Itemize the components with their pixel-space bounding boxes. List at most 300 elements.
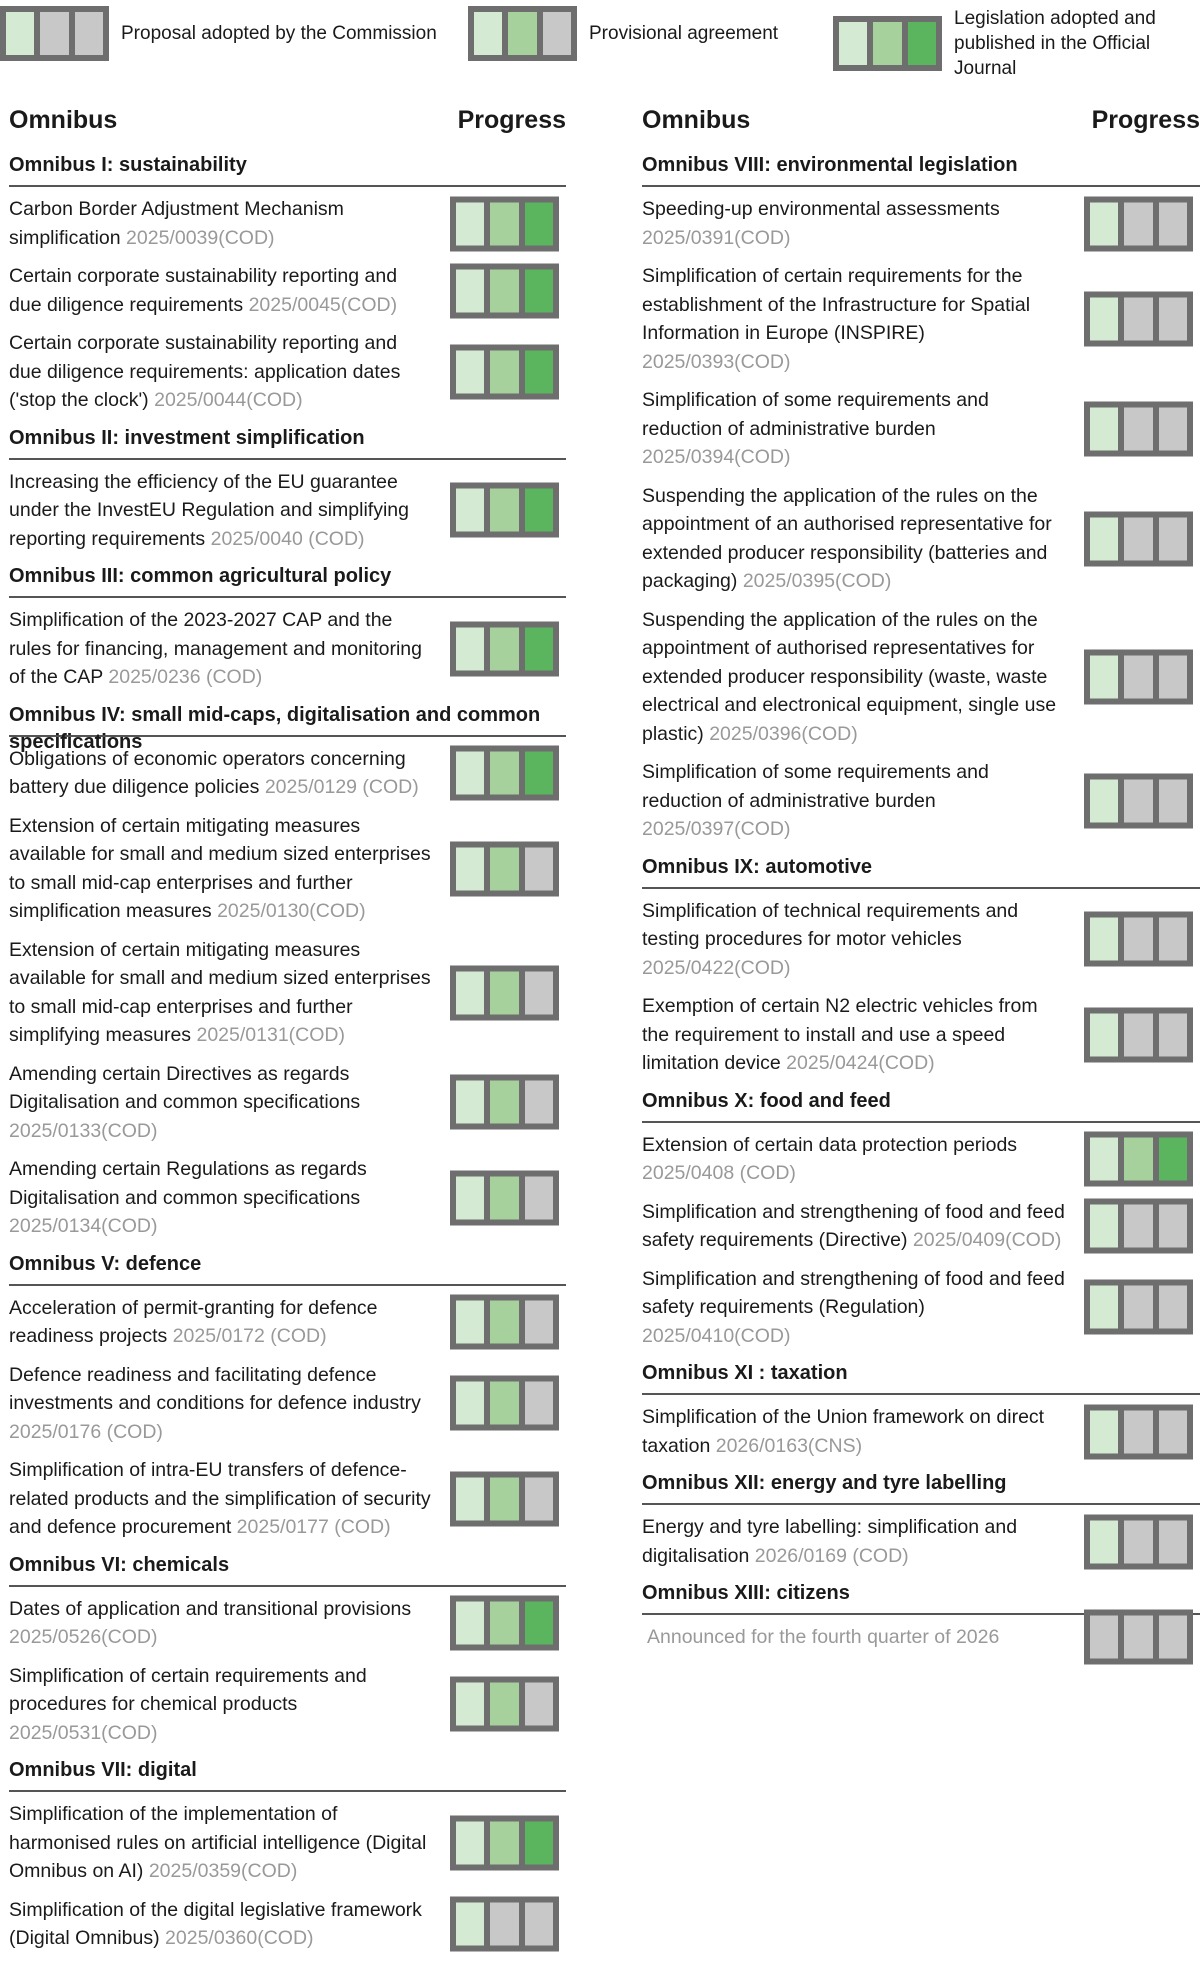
gauge-cell	[456, 1081, 484, 1124]
item-text	[642, 386, 1067, 472]
gauge-cell	[1124, 1205, 1152, 1248]
gauge-cell	[490, 1602, 518, 1645]
gauge-cell	[525, 1683, 553, 1726]
section-title: Omnibus IV: small mid-caps, digitalisation and common specifications	[9, 702, 566, 737]
procedure-reference: 2025/0410(COD)	[642, 1324, 791, 1347]
omnibus-item	[642, 606, 1200, 749]
procedure-reference: 2025/0408 (COD)	[642, 1162, 796, 1184]
gauge-cell	[525, 269, 553, 312]
gauge-cell	[456, 627, 484, 670]
progress-gauge	[1084, 773, 1193, 828]
gauge-cell	[1159, 1286, 1187, 1329]
gauge-cell	[490, 1477, 518, 1520]
procedure-reference: 2025/0409(COD)	[912, 1229, 1062, 1251]
item-title: Simplification of certain requirements for the establishment of the Infrastructure for Spatial Information in Europe (INSPIRE)	[642, 265, 1031, 344]
progress-gauge	[450, 841, 559, 896]
legend-item-proposal	[0, 6, 437, 61]
gauge-cell	[1124, 779, 1152, 822]
omnibus-item	[642, 992, 1200, 1078]
item-text	[9, 1595, 434, 1652]
legend-label-adopted: Legislation adopted and published in the Official Journal	[954, 8, 1156, 79]
gauge-cell	[525, 489, 553, 532]
item-title: Simplification and strengthening of food and feed safety requirements (Directive)	[642, 1200, 1065, 1251]
legend-gauge-provisional	[468, 6, 577, 61]
progress-gauge	[450, 1897, 559, 1952]
column-header	[642, 96, 1200, 152]
progress-cell	[1084, 912, 1193, 967]
gauge-cell	[1159, 779, 1187, 822]
progress-cell	[450, 1376, 559, 1431]
item-title: Simplification of the 2023-2027 CAP and the rules for financing, management and monitoring of the CAP	[9, 609, 422, 688]
gauge-cell	[490, 1176, 518, 1219]
progress-cell	[450, 1897, 559, 1952]
progress-cell	[1084, 1514, 1193, 1569]
item-title: Extension of certain mitigating measures available for small and medium sized enterprises to small mid-cap enterprises and further simplifying measures	[9, 938, 431, 1046]
gauge-cell	[456, 1301, 484, 1344]
omnibus-item	[9, 468, 566, 554]
procedure-reference: 2025/0531(COD)	[9, 1721, 158, 1744]
progress-gauge	[450, 621, 559, 676]
gauge-cell	[1124, 407, 1152, 450]
item-title: Simplification of certain requirements and procedures for chemical products	[9, 1664, 367, 1715]
omnibus-item	[642, 262, 1200, 376]
progress-cell	[450, 263, 559, 318]
procedure-reference: 2025/0039(COD)	[126, 226, 275, 249]
item-text	[642, 606, 1067, 749]
gauge-cell	[525, 1602, 553, 1645]
omnibus-item	[9, 1896, 566, 1953]
item-text	[9, 812, 434, 926]
omnibus-item	[642, 1265, 1200, 1351]
omnibus-item	[642, 897, 1200, 983]
omnibus-item	[9, 812, 566, 926]
gauge-cell	[490, 1382, 518, 1425]
gauge-cell	[456, 1821, 484, 1864]
gauge-cell	[1090, 407, 1118, 450]
procedure-reference: 2025/0396(COD)	[709, 722, 858, 745]
procedure-reference: 2025/0133(COD)	[9, 1119, 158, 1142]
item-text	[9, 195, 434, 252]
gauge-cell	[490, 1081, 518, 1124]
item-title: Announced for the fourth quarter of 2026	[647, 1626, 1000, 1648]
omnibus-header: Omnibus	[9, 106, 118, 134]
item-title: Suspending the application of the rules on the appointment of authorised representatives for extended producer responsibility (waste, waste electrical and electronical equipment, single use plastic)	[642, 608, 1057, 745]
gauge-cell	[873, 22, 901, 65]
gauge-cell	[525, 1301, 553, 1344]
progress-cell	[1084, 1280, 1193, 1335]
legend-gauge-proposal	[0, 6, 109, 61]
gauge-cell	[1090, 1205, 1118, 1248]
progress-gauge	[450, 196, 559, 251]
gauge-cell	[456, 971, 484, 1014]
item-title: Amending certain Directives as regards Digitalisation and common specifications	[9, 1062, 361, 1113]
progress-cell	[1084, 773, 1193, 828]
item-text	[9, 329, 434, 415]
gauge-cell	[456, 1602, 484, 1645]
gauge-cell	[490, 971, 518, 1014]
item-title: Exemption of certain N2 electric vehicles from the requirement to install and use a speed limitation device	[642, 995, 1038, 1074]
left-sections	[9, 152, 566, 1953]
item-title: Carbon Border Adjustment Mechanism simplification	[9, 198, 344, 249]
omnibus-item	[642, 758, 1200, 844]
item-title: Extension of certain mitigating measures available for small and medium sized enterprises to small mid-cap enterprises and further simplification measures	[9, 814, 431, 922]
item-title: Simplification of the digital legislative framework (Digital Omnibus)	[9, 1898, 422, 1949]
progress-cell	[1084, 1132, 1193, 1187]
gauge-cell	[1090, 779, 1118, 822]
progress-gauge	[1084, 401, 1193, 456]
omnibus-item	[9, 1060, 566, 1146]
gauge-cell	[525, 1382, 553, 1425]
item-title: Dates of application and transitional provisions	[9, 1597, 412, 1620]
item-text	[642, 1513, 1067, 1570]
omnibus-item	[9, 1800, 566, 1886]
procedure-reference: 2025/0130(COD)	[217, 900, 366, 922]
gauge-cell	[490, 1903, 518, 1946]
progress-cell	[1084, 511, 1193, 566]
progress-gauge	[1084, 1132, 1193, 1187]
progress-gauge	[450, 1170, 559, 1225]
gauge-cell	[1159, 202, 1187, 245]
legend	[0, 0, 1200, 79]
progress-gauge	[1084, 1007, 1193, 1062]
progress-cell	[450, 1677, 559, 1732]
item-text	[642, 482, 1067, 596]
progress-gauge	[1084, 196, 1193, 251]
legend-label-proposal: Proposal adopted by the Commission	[121, 23, 437, 44]
gauge-cell	[908, 22, 936, 65]
gauge-cell	[490, 752, 518, 795]
gauge-cell	[490, 847, 518, 890]
procedure-reference: 2026/0169 (COD)	[754, 1544, 909, 1567]
progress-cell	[1084, 1610, 1193, 1665]
item-text	[642, 758, 1067, 844]
gauge-cell	[1124, 1520, 1152, 1563]
omnibus-item	[9, 1662, 566, 1748]
progress-gauge	[450, 1075, 559, 1130]
item-title: Amending certain Regulations as regards Digitalisation and common specifications	[9, 1158, 367, 1209]
omnibus-item	[9, 745, 566, 802]
section-title: Omnibus XII: energy and tyre labelling	[642, 1470, 1200, 1505]
procedure-reference: 2025/0424(COD)	[786, 1052, 935, 1074]
item-text	[9, 262, 434, 319]
item-title: Energy and tyre labelling: simplification and digitalisation	[642, 1516, 1018, 1567]
gauge-cell	[543, 12, 571, 55]
gauge-cell	[1124, 1286, 1152, 1329]
gauge-cell	[839, 22, 867, 65]
item-title: Speeding-up environmental assessments	[642, 198, 1000, 220]
section-title: Omnibus X: food and feed	[642, 1088, 1200, 1123]
gauge-cell	[525, 752, 553, 795]
progress-cell	[450, 1075, 559, 1130]
omnibus-item	[642, 482, 1200, 596]
gauge-cell	[1159, 1205, 1187, 1248]
omnibus-item	[642, 386, 1200, 472]
progress-gauge	[1084, 292, 1193, 347]
item-title: Simplification and strengthening of food and feed safety requirements (Regulation)	[642, 1267, 1065, 1318]
item-title: Simplification of some requirements and reduction of administrative burden	[642, 389, 989, 440]
progress-cell	[450, 621, 559, 676]
progress-header: Progress	[1091, 106, 1200, 134]
omnibus-item	[642, 1513, 1200, 1570]
procedure-reference: 2025/0359(COD)	[148, 1860, 298, 1882]
item-title: Obligations of economic operators concerning battery due diligence policies	[9, 747, 406, 798]
gauge-cell	[525, 847, 553, 890]
gauge-cell	[525, 202, 553, 245]
gauge-cell	[1090, 655, 1118, 698]
item-text	[642, 992, 1067, 1078]
legend-item-provisional	[468, 6, 778, 61]
legend-item-adopted	[833, 6, 1200, 81]
procedure-reference: 2025/0044(COD)	[154, 389, 303, 411]
item-text	[642, 1623, 1072, 1652]
omnibus-item	[9, 262, 566, 319]
gauge-cell	[490, 1301, 518, 1344]
procedure-reference: 2025/0395(COD)	[742, 570, 892, 592]
progress-header: Progress	[457, 106, 566, 134]
omnibus-item	[9, 1155, 566, 1241]
item-text	[9, 1456, 434, 1542]
item-title: Certain corporate sustainability reporting and due diligence requirements: application dates ('stop the clock')	[9, 332, 401, 411]
gauge-cell	[456, 202, 484, 245]
section-title: Omnibus XIII: citizens	[642, 1580, 1200, 1615]
gauge-cell	[456, 1477, 484, 1520]
gauge-cell	[490, 269, 518, 312]
procedure-reference: 2025/0040 (COD)	[210, 527, 365, 550]
section-title: Omnibus VI: chemicals	[9, 1552, 566, 1587]
gauge-cell	[1124, 1138, 1152, 1181]
gauge-cell	[1159, 1138, 1187, 1181]
gauge-cell	[1124, 655, 1152, 698]
progress-gauge	[450, 263, 559, 318]
progress-gauge	[1084, 1199, 1193, 1254]
gauge-cell	[1124, 202, 1152, 245]
item-title: Simplification of the implementation of harmonised rules on artificial intelligence (Digital Omnibus on AI)	[9, 1803, 427, 1882]
gauge-cell	[1090, 517, 1118, 560]
section-title: Omnibus XI : taxation	[642, 1360, 1200, 1395]
item-title: Defence readiness and facilitating defence investments and conditions for defence industry	[9, 1363, 421, 1414]
item-text	[9, 468, 434, 554]
gauge-cell	[490, 1683, 518, 1726]
progress-gauge	[1084, 511, 1193, 566]
gauge-cell	[456, 1903, 484, 1946]
gauge-cell	[456, 350, 484, 393]
procedure-reference: 2025/0045(COD)	[248, 293, 398, 316]
item-text	[642, 1265, 1067, 1351]
section-title: Omnibus VII: digital	[9, 1757, 566, 1792]
omnibus-item	[9, 936, 566, 1050]
omnibus-item	[642, 1198, 1200, 1255]
gauge-cell	[525, 627, 553, 670]
procedure-reference: 2025/0360(COD)	[165, 1927, 314, 1949]
progress-cell	[450, 1471, 559, 1526]
item-text	[9, 1294, 434, 1351]
gauge-cell	[525, 1081, 553, 1124]
item-text	[9, 1896, 434, 1953]
progress-gauge	[450, 1677, 559, 1732]
section-title: Omnibus VIII: environmental legislation	[642, 152, 1200, 187]
progress-cell	[450, 196, 559, 251]
item-text	[9, 936, 434, 1050]
gauge-cell	[1159, 517, 1187, 560]
item-title: Acceleration of permit-granting for defence readiness projects	[9, 1296, 378, 1347]
section-title: Omnibus I: sustainability	[9, 152, 566, 187]
gauge-cell	[474, 12, 502, 55]
item-text	[9, 606, 434, 692]
item-text	[9, 1361, 434, 1447]
gauge-cell	[1090, 202, 1118, 245]
left-column	[9, 96, 566, 1963]
item-title: Simplification of some requirements and reduction of administrative burden	[642, 761, 989, 812]
gauge-cell	[1090, 1410, 1118, 1453]
item-text	[9, 1800, 434, 1886]
progress-cell	[450, 746, 559, 801]
omnibus-item	[9, 1294, 566, 1351]
progress-cell	[450, 1170, 559, 1225]
procedure-reference: 2025/0134(COD)	[9, 1215, 158, 1237]
progress-cell	[450, 841, 559, 896]
item-title: Simplification of technical requirements and testing procedures for motor vehicles	[642, 899, 1019, 950]
gauge-cell	[525, 1477, 553, 1520]
procedure-reference: 2025/0397(COD)	[642, 818, 791, 840]
procedure-reference: 2025/0393(COD)	[642, 350, 791, 373]
gauge-cell	[1090, 1013, 1118, 1056]
gauge-cell	[508, 12, 536, 55]
procedure-reference: 2025/0129 (COD)	[264, 776, 419, 798]
gauge-cell	[456, 1176, 484, 1219]
item-text	[642, 1403, 1067, 1460]
gauge-cell	[525, 1903, 553, 1946]
omnibus-item	[642, 1623, 1200, 1652]
omnibus-item	[642, 1403, 1200, 1460]
omnibus-item	[642, 195, 1200, 252]
gauge-cell	[1090, 918, 1118, 961]
progress-gauge	[1084, 1610, 1193, 1665]
gauge-cell	[525, 1176, 553, 1219]
omnibus-item	[9, 329, 566, 415]
item-text	[9, 745, 434, 802]
gauge-cell	[1124, 298, 1152, 341]
progress-gauge	[450, 483, 559, 538]
gauge-cell	[1159, 298, 1187, 341]
progress-gauge	[1084, 912, 1193, 967]
gauge-cell	[1124, 918, 1152, 961]
omnibus-item	[9, 1595, 566, 1652]
section-title: Omnibus V: defence	[9, 1251, 566, 1286]
gauge-cell	[456, 489, 484, 532]
omnibus-item	[9, 606, 566, 692]
gauge-cell	[1124, 1410, 1152, 1453]
procedure-reference: 2026/0163(CNS)	[715, 1434, 863, 1457]
gauge-cell	[1124, 1616, 1152, 1659]
item-text	[9, 1662, 434, 1748]
section-title: Omnibus IX: automotive	[642, 854, 1200, 889]
progress-gauge	[450, 965, 559, 1020]
item-text	[642, 1198, 1067, 1255]
gauge-cell	[490, 1821, 518, 1864]
item-title: Simplification of the Union framework on direct taxation	[642, 1406, 1045, 1457]
gauge-cell	[490, 350, 518, 393]
gauge-cell	[525, 1821, 553, 1864]
gauge-cell	[75, 12, 103, 55]
progress-cell	[1084, 1007, 1193, 1062]
gauge-cell	[1159, 407, 1187, 450]
omnibus-header: Omnibus	[642, 106, 751, 134]
omnibus-item	[9, 195, 566, 252]
omnibus-item	[9, 1361, 566, 1447]
column-header	[9, 96, 566, 152]
right-column	[642, 96, 1200, 1662]
gauge-cell	[1159, 655, 1187, 698]
progress-cell	[1084, 401, 1193, 456]
progress-gauge	[450, 1376, 559, 1431]
progress-gauge	[450, 344, 559, 399]
gauge-cell	[490, 489, 518, 532]
procedure-reference: 2025/0176 (COD)	[9, 1420, 163, 1443]
section-title: Omnibus III: common agricultural policy	[9, 563, 566, 598]
gauge-cell	[1159, 1520, 1187, 1563]
gauge-cell	[490, 202, 518, 245]
progress-gauge	[450, 1471, 559, 1526]
progress-cell	[450, 483, 559, 538]
gauge-cell	[525, 350, 553, 393]
legend-gauge-adopted	[833, 16, 942, 71]
gauge-cell	[1159, 1410, 1187, 1453]
gauge-cell	[1090, 1286, 1118, 1329]
item-title: Simplification of intra-EU transfers of defence-related products and the simplification of security and defence procurement	[9, 1459, 431, 1538]
gauge-cell	[456, 1382, 484, 1425]
progress-cell	[450, 1596, 559, 1651]
gauge-cell	[1159, 918, 1187, 961]
omnibus-item	[642, 1131, 1200, 1188]
progress-gauge	[1084, 1514, 1193, 1569]
progress-cell	[1084, 292, 1193, 347]
procedure-reference: 2025/0131(COD)	[196, 1024, 345, 1046]
item-title: Increasing the efficiency of the EU guarantee under the InvestEU Regulation and simplifying reporting requirements	[9, 470, 409, 550]
gauge-cell	[456, 1683, 484, 1726]
gauge-cell	[40, 12, 68, 55]
item-title: Extension of certain data protection periods	[642, 1133, 1018, 1156]
progress-cell	[450, 965, 559, 1020]
procedure-reference: 2025/0394(COD)	[642, 446, 791, 468]
procedure-reference: 2025/0172 (COD)	[172, 1325, 327, 1347]
gauge-cell	[1159, 1013, 1187, 1056]
gauge-cell	[1159, 1616, 1187, 1659]
item-title: Suspending the application of the rules on the appointment of an authorised representative for extended producer responsibility (batteries and packaging)	[642, 484, 1052, 592]
progress-cell	[1084, 1404, 1193, 1459]
gauge-cell	[1124, 517, 1152, 560]
item-text	[642, 1131, 1067, 1188]
progress-gauge	[1084, 1280, 1193, 1335]
item-text	[9, 1060, 434, 1146]
gauge-cell	[456, 752, 484, 795]
gauge-cell	[490, 627, 518, 670]
gauge-cell	[6, 12, 34, 55]
item-title: Certain corporate sustainability reporting and due diligence requirements	[9, 265, 398, 316]
procedure-reference: 2025/0177 (COD)	[236, 1516, 391, 1538]
item-text	[642, 897, 1067, 983]
progress-cell	[1084, 196, 1193, 251]
progress-gauge	[450, 1295, 559, 1350]
item-text	[9, 1155, 434, 1241]
progress-gauge	[450, 746, 559, 801]
progress-cell	[450, 1295, 559, 1350]
legend-label-provisional: Provisional agreement	[589, 23, 779, 44]
progress-cell	[450, 1815, 559, 1870]
gauge-cell	[525, 971, 553, 1014]
gauge-cell	[456, 269, 484, 312]
procedure-reference: 2025/0391(COD)	[642, 226, 791, 249]
progress-cell	[1084, 649, 1193, 704]
